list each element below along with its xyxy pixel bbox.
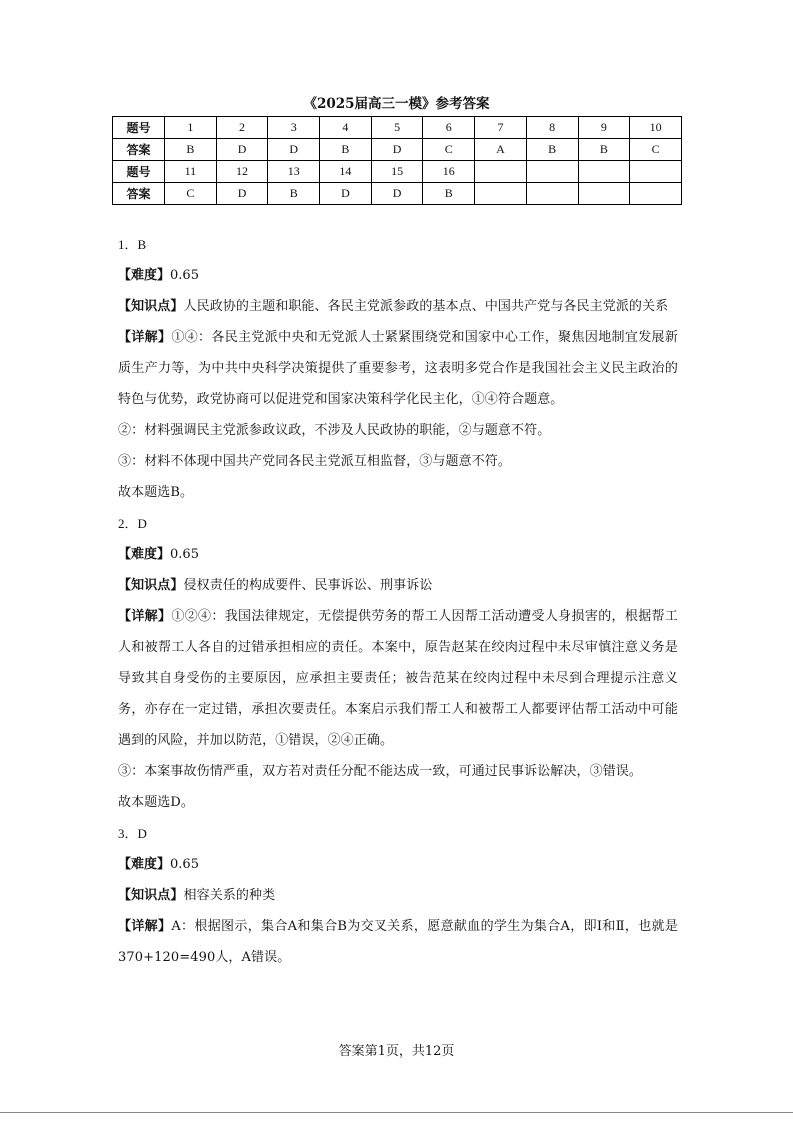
knowledge-value: 人民政协的主题和职能、各民主党派参政的基本点、中国共产党与各民主党派的关系 xyxy=(183,299,669,314)
table-cell: 1 xyxy=(165,117,217,139)
row-label: 答案 xyxy=(113,183,165,205)
knowledge-tag: 【知识点】 xyxy=(118,578,184,593)
question-number: 3．D xyxy=(118,826,147,841)
explanations xyxy=(118,229,678,973)
table-cell: 7 xyxy=(475,117,527,139)
detail-extra-line: ②：材料强调民主党派参政议政，不涉及人民政协的职能，②与题意不符。 xyxy=(118,423,551,438)
row-label: 题号 xyxy=(113,161,165,183)
table-cell: A xyxy=(475,139,527,161)
table-cell xyxy=(630,161,682,183)
table-cell: 11 xyxy=(165,161,217,183)
knowledge-tag: 【知识点】 xyxy=(118,888,184,903)
detail-paragraph xyxy=(118,322,678,415)
table-cell: 12 xyxy=(216,161,268,183)
knowledge-line xyxy=(118,291,678,322)
table-cell: B xyxy=(165,139,217,161)
table-row xyxy=(113,139,682,161)
table-cell: 15 xyxy=(371,161,423,183)
difficulty-tag: 【难度】 xyxy=(118,857,171,872)
difficulty-tag: 【难度】 xyxy=(118,547,171,562)
knowledge-value: 相容关系的种类 xyxy=(183,888,276,903)
table-cell: 2 xyxy=(216,117,268,139)
table-cell: D xyxy=(268,139,320,161)
table-row xyxy=(113,183,682,205)
difficulty-line xyxy=(118,849,678,880)
table-cell: 6 xyxy=(423,117,475,139)
table-cell: 16 xyxy=(423,161,475,183)
table-cell xyxy=(630,183,682,205)
difficulty-value: 0.65 xyxy=(170,547,199,562)
table-cell: D xyxy=(371,139,423,161)
detail-tag: 【详解】 xyxy=(118,919,172,934)
knowledge-tag: 【知识点】 xyxy=(118,299,184,314)
difficulty-line xyxy=(118,539,678,570)
table-cell: C xyxy=(165,183,217,205)
table-cell: 13 xyxy=(268,161,320,183)
table-cell xyxy=(578,183,630,205)
table-cell: 14 xyxy=(320,161,372,183)
detail-paragraph xyxy=(118,911,678,973)
detail-text: A：根据图示，集合A和集合B为交叉关系，愿意献血的学生为集合A，即Ⅰ和Ⅱ，也就是370+120=490人，A错误。 xyxy=(118,919,678,965)
table-cell: D xyxy=(371,183,423,205)
table-cell: B xyxy=(423,183,475,205)
detail-text: ①④：各民主党派中央和无党派人士紧紧围绕党和国家中心工作，聚焦因地制宜发展新质生产力等，为中共中央科学决策提供了重要参考，这表明多党合作是我国社会主义民主政治的特色与优势，政党协商可以促进党和国家决策科学化民主化，①④符合题意。 xyxy=(118,330,678,407)
detail-extra-line: 故本题选D。 xyxy=(118,795,195,810)
table-cell xyxy=(475,161,527,183)
table-cell: 9 xyxy=(578,117,630,139)
table-cell: B xyxy=(526,139,578,161)
table-cell xyxy=(526,161,578,183)
knowledge-line xyxy=(118,570,678,601)
question-number: 1．B xyxy=(118,237,147,252)
question-number: 2．D xyxy=(118,516,147,531)
table-cell: C xyxy=(630,139,682,161)
table-cell: 8 xyxy=(526,117,578,139)
knowledge-value: 侵权责任的构成要件、民事诉讼、刑事诉讼 xyxy=(183,578,433,593)
table-cell: 5 xyxy=(371,117,423,139)
table-cell xyxy=(526,183,578,205)
table-cell: D xyxy=(216,139,268,161)
table-row xyxy=(113,161,682,183)
table-cell: D xyxy=(216,183,268,205)
detail-extra-line: 故本题选B。 xyxy=(118,485,194,500)
table-cell: C xyxy=(423,139,475,161)
row-label: 答案 xyxy=(113,139,165,161)
page-title: 《2025届高三一模》参考答案 xyxy=(303,96,490,112)
table-cell xyxy=(475,183,527,205)
table-cell: 4 xyxy=(320,117,372,139)
detail-text: ①②④：我国法律规定，无偿提供劳务的帮工人因帮工活动遭受人身损害的，根据帮工人和被帮工人各自的过错承担相应的责任。本案中，原告赵某在绞肉过程中未尽审慎注意义务是导致其自身受伤的主要原因，应承担主要责任；被告范某在绞肉过程中未尽到合理提示注意义务，亦存在一定过错，承担次要责任。本案启示我们帮工人和被帮工人都要评估帮工活动中可能遇到的风险，并加以防范，①错误，②④正确。 xyxy=(118,609,678,748)
table-cell: B xyxy=(578,139,630,161)
row-label: 题号 xyxy=(113,117,165,139)
table-cell xyxy=(578,161,630,183)
table-cell: B xyxy=(320,139,372,161)
table-row xyxy=(113,117,682,139)
detail-extra-line: ③：本案事故伤情严重，双方若对责任分配不能达成一致，可通过民事诉讼解决，③错误。 xyxy=(118,764,643,779)
difficulty-value: 0.65 xyxy=(170,268,199,283)
table-cell: 10 xyxy=(630,117,682,139)
detail-tag: 【详解】 xyxy=(118,609,172,624)
table-cell: 3 xyxy=(268,117,320,139)
page-footer: 答案第1页，共12页 xyxy=(338,1044,455,1059)
table-cell: D xyxy=(320,183,372,205)
difficulty-line xyxy=(118,260,678,291)
detail-extra-line: ③：材料不体现中国共产党同各民主党派互相监督，③与题意不符。 xyxy=(118,454,512,469)
bottom-divider xyxy=(0,1112,793,1113)
difficulty-value: 0.65 xyxy=(170,857,199,872)
difficulty-tag: 【难度】 xyxy=(118,268,171,283)
answer-table xyxy=(112,116,682,205)
detail-paragraph xyxy=(118,601,678,756)
detail-tag: 【详解】 xyxy=(118,330,172,345)
table-cell: B xyxy=(268,183,320,205)
knowledge-line xyxy=(118,880,678,911)
